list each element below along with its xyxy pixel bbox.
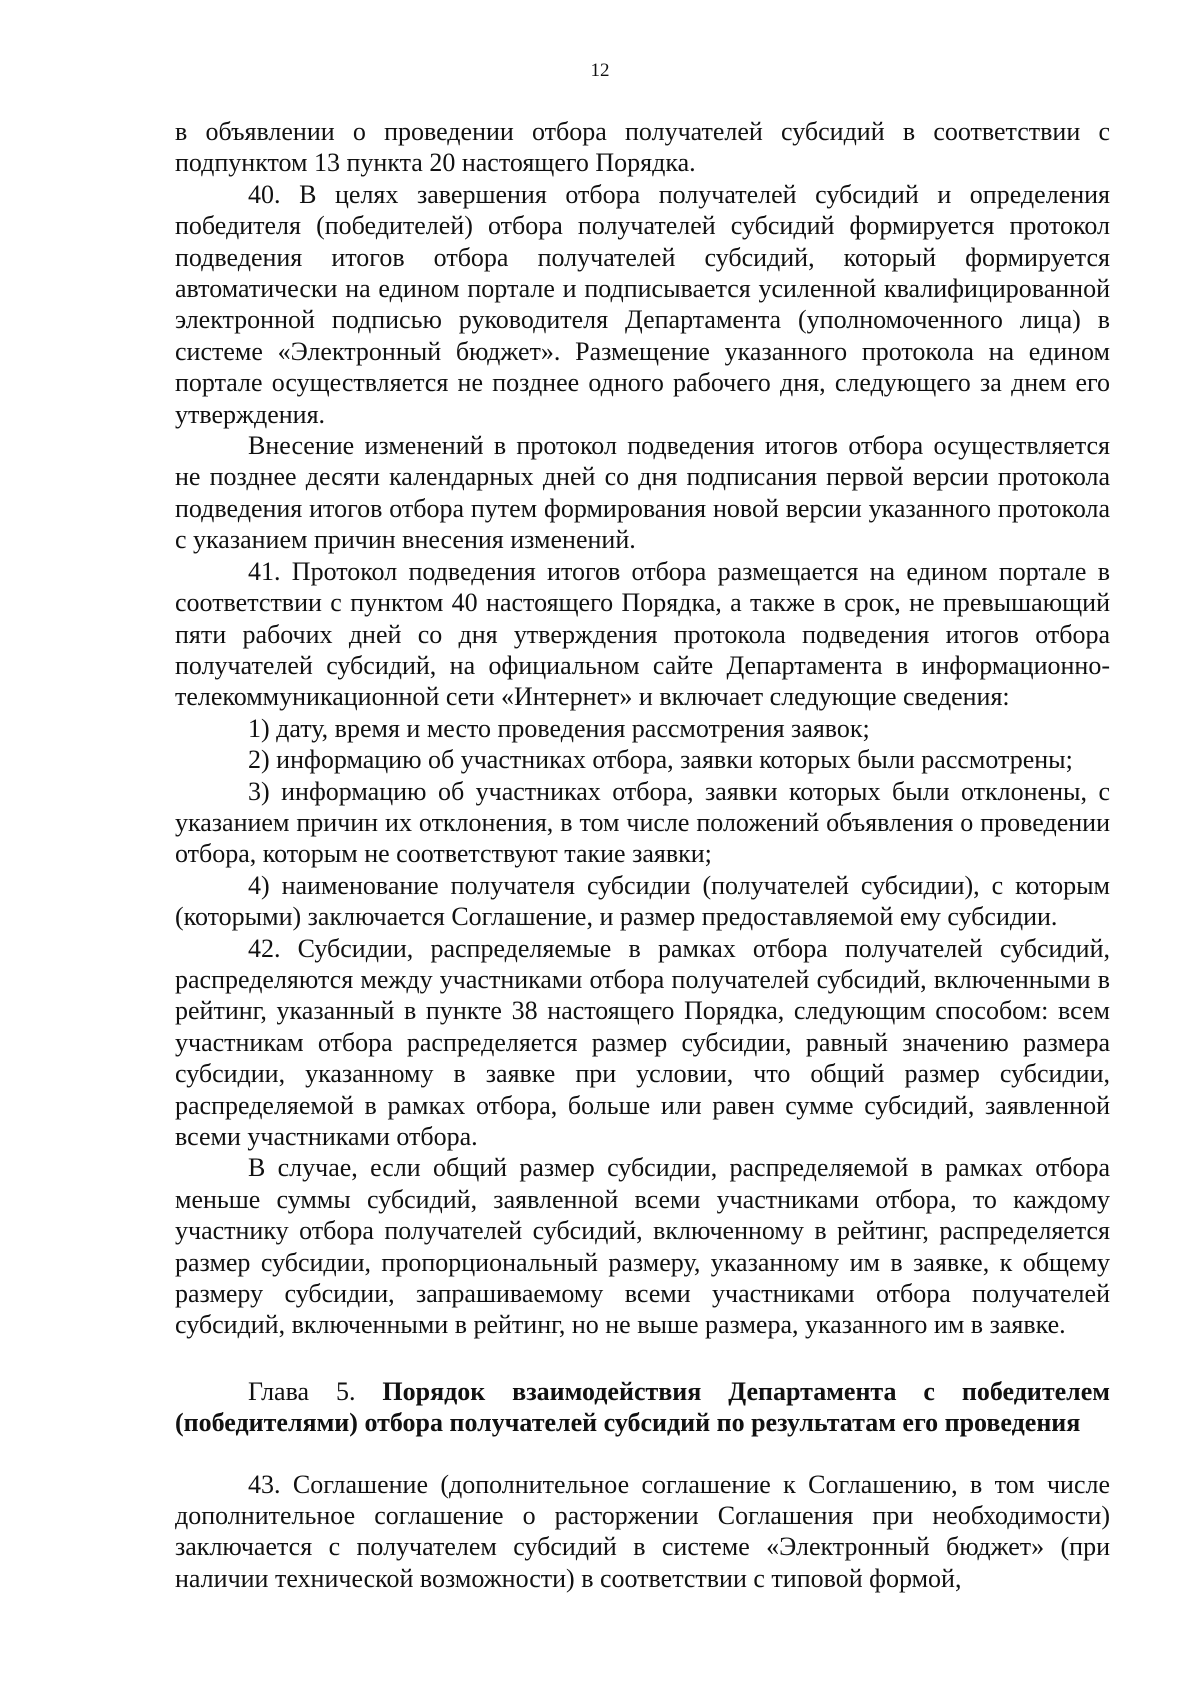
paragraph: 41. Протокол подведения итогов отбора размещается на едином портале в соответствии с пунктом 40 настоящего Порядка, а также в срок, не превышающий пяти рабочих дней со дня утверждения протокола подведения итогов отбора получателей субсидий, на официальном сайте Департамента в информационно-телекоммуникационной сети «Интернет» и включает следующие сведения: xyxy=(175,556,1110,712)
paragraph: 43. Соглашение (дополнительное соглашение к Соглашению, в том числе дополнительное соглашение о расторжении Соглашения при необходимости) заключается с получателем субсидий в системе «Электронный бюджет» (при наличии технической возможности) в соответствии с типовой формой, xyxy=(175,1469,1110,1593)
paragraphs-after-chapter xyxy=(175,1469,1110,1595)
paragraph: 42. Субсидии, распределяемые в рамках отбора получателей субсидий, распределяются между участниками отбора получателей субсидий, включенными в рейтинг, указанный в пункте 38 настоящего Порядка, следующим способом: всем участникам отбора распределяется размер субсидии, равный значению размера субсидии, указанному в заявке при условии, что общий размер субсидии, распределяемой в рамках отбора, больше или равен сумме субсидий, заявленной всеми участниками отбора. xyxy=(175,933,1110,1151)
document-body xyxy=(175,116,1110,1594)
paragraph: 2) информацию об участниках отбора, заявки которых были рассмотрены; xyxy=(248,745,1073,775)
paragraphs-before-chapter xyxy=(175,116,1110,1341)
paragraph: В случае, если общий размер субсидии, распределяемой в рамках отбора меньше суммы субсидий, заявленной всеми участниками отбора, то каждому участнику отбора получателей субсидий, включенному в рейтинг, распределяется размер субсидии, пропорциональный размеру, указанному им в заявке, к общему размеру субсидии, запрашиваемому всеми участниками отбора получателей субсидий, включенными в рейтинг, но не выше размера, указанного им в заявке. xyxy=(175,1153,1110,1340)
chapter-prefix: Глава 5. xyxy=(248,1376,383,1406)
paragraph: 40. В целях завершения отбора получателей субсидий и определения победителя (победителей) отбора получателей субсидий формируется протокол подведения итогов отбора получателей субсидий, который формируется автоматически на едином портале и подписывается усиленной квалифицированной электронной подписью руководителя Департамента (уполномоченного лица) в системе «Электронный бюджет». Размещение указанного протокола на едином портале осуществляется не позднее одного рабочего дня, следующего за днем его утверждения. xyxy=(175,179,1110,429)
page-number: 12 xyxy=(590,60,610,81)
paragraph: 3) информацию об участниках отбора, заявки которых были отклонены, с указанием причин их отклонения, в том числе положений объявления о проведении отбора, которым не соответствуют такие заявки; xyxy=(175,776,1110,869)
paragraph: в объявлении о проведении отбора получателей субсидий в соответствии с подпунктом 13 пункта 20 настоящего Порядка. xyxy=(175,117,1110,178)
chapter-heading xyxy=(175,1376,1110,1439)
paragraph: 1) дату, время и место проведения рассмотрения заявок; xyxy=(248,713,870,743)
paragraph: Внесение изменений в протокол подведения итогов отбора осуществляется не позднее десяти календарных дней со дня подписания первой версии протокола подведения итогов отбора путем формирования новой версии указанного протокола с указанием причин внесения изменений. xyxy=(175,431,1110,555)
chapter-title: Порядок взаимодействия Департамента с победителем (победителями) отбора получателей субсидий по результатам его проведения xyxy=(175,1376,1110,1438)
paragraph: 4) наименование получателя субсидии (получателей субсидии), с которым (которыми) заключается Соглашение, и размер предоставляемой ему субсидии. xyxy=(175,870,1110,932)
